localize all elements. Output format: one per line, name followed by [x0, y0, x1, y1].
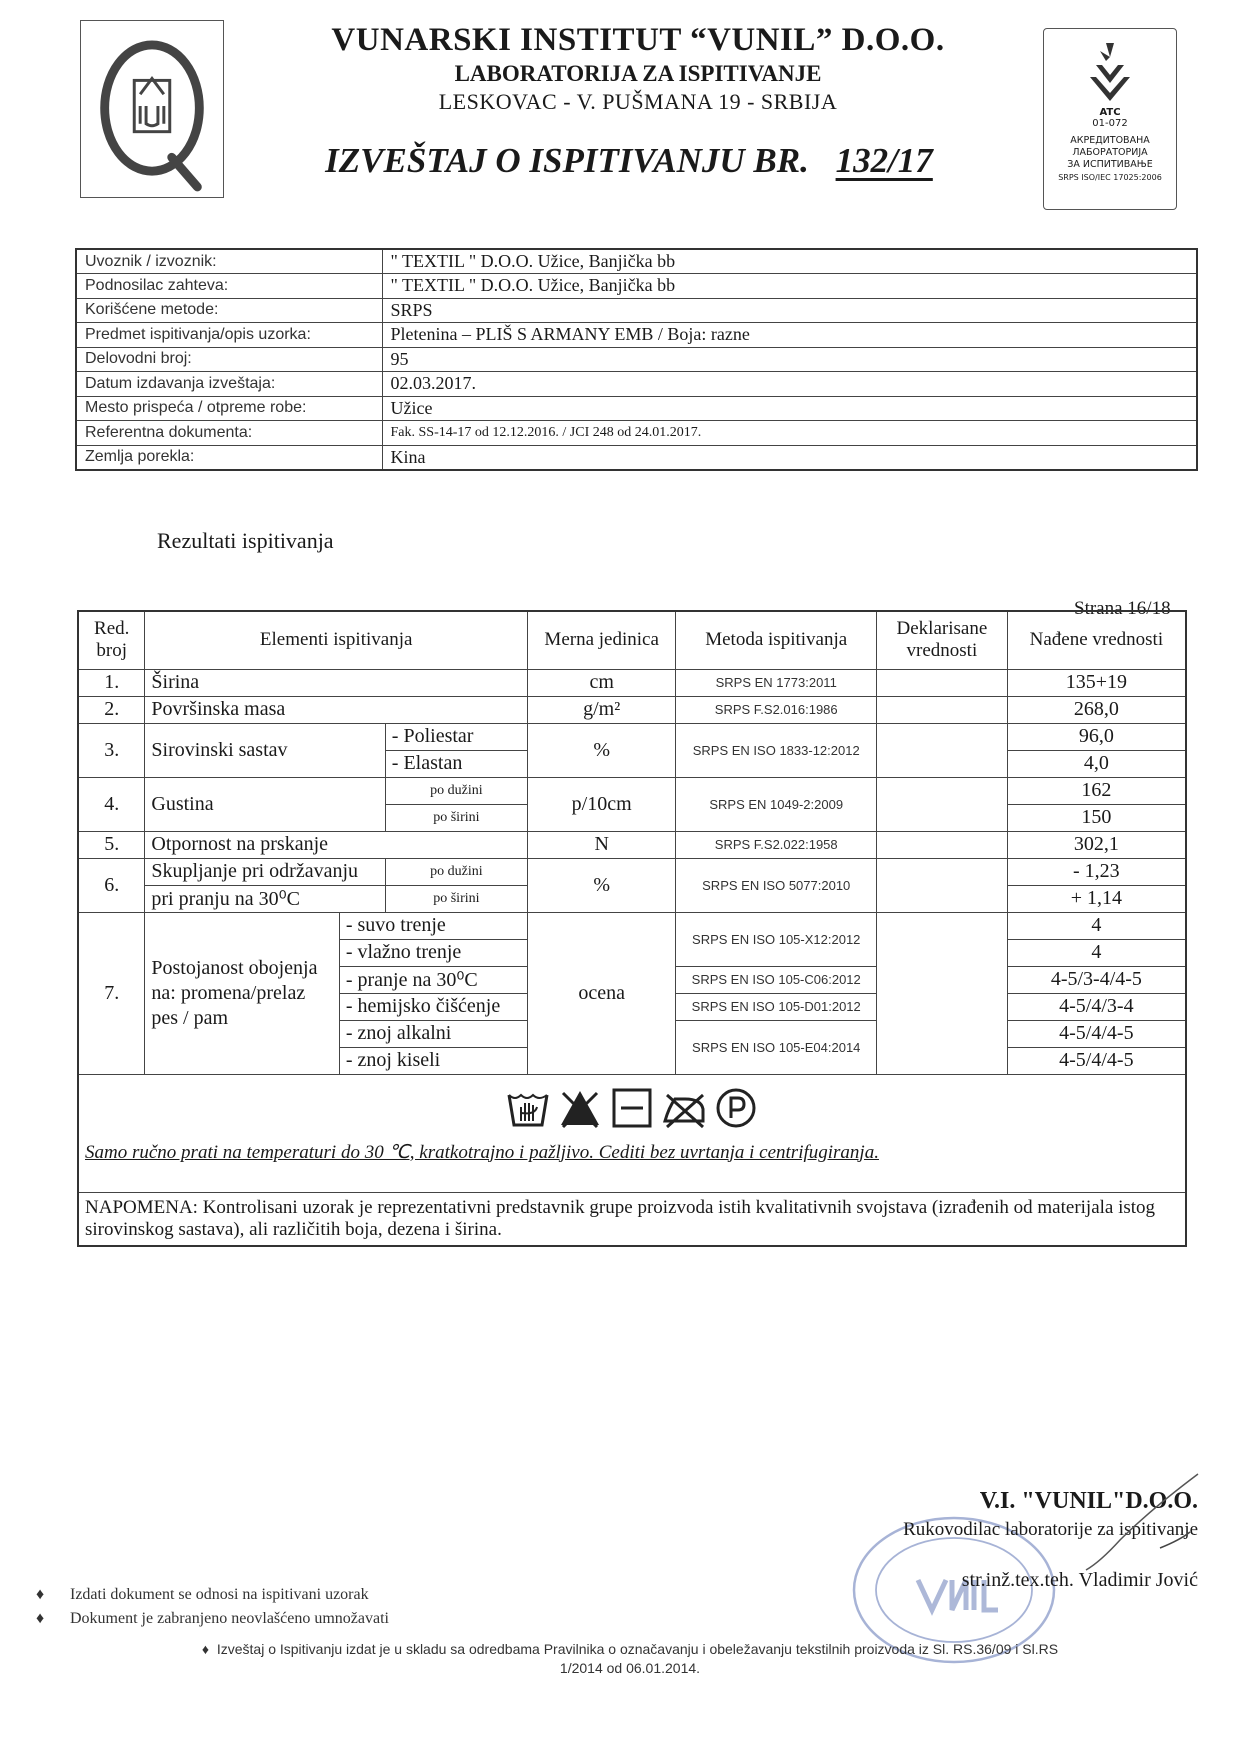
- row-value: 4: [1007, 939, 1186, 966]
- info-row: [76, 372, 1197, 397]
- row-value: 4-5/4/4-5: [1007, 1020, 1186, 1047]
- accreditation-standard: SRPS ISO/IEC 17025:2006: [1058, 173, 1162, 182]
- report-number: 132/17: [835, 141, 933, 180]
- bullet-icon: ♦: [201, 1641, 217, 1657]
- dry-clean-p-icon: [713, 1085, 759, 1131]
- accreditation-mark-icon: [1044, 37, 1176, 107]
- row-subelement: - znoj kiseli: [339, 1047, 527, 1074]
- report-title: [258, 141, 1018, 181]
- no-bleach-icon: [557, 1085, 603, 1131]
- row-method: SRPS F.S2.016:1986: [676, 696, 877, 723]
- row-unit: %: [527, 858, 675, 912]
- institute-name: VUNARSKI INSTITUT “VUNIL” D.O.O.: [331, 22, 945, 58]
- row-value: 135+19: [1007, 669, 1186, 696]
- accreditation-badge: [1043, 28, 1177, 210]
- info-value: 02.03.2017.: [382, 372, 1197, 397]
- row-value: - 1,23: [1007, 858, 1186, 885]
- info-value: " TEXTIL " D.O.O. Užice, Banjička bb: [382, 249, 1197, 274]
- row-subelement: po širini: [385, 804, 527, 831]
- note-text: NAPOMENA: Kontrolisani uzorak je reprezentativni predstavnik grupe proizvoda istih kvalitativnih svojstava (izrađenih od materijala istog sirovinskog sastava), ali različitih boja, dezena i širina.: [78, 1192, 1186, 1246]
- row-method: SRPS EN 1773:2011: [676, 669, 877, 696]
- row-declared: [877, 912, 1008, 1074]
- header-method: Metoda ispitivanja: [676, 611, 877, 669]
- hand-wash-icon: [505, 1085, 551, 1131]
- info-label: Predmet ispitivanja/opis uzorka:: [76, 323, 382, 348]
- info-label: Zemlja porekla:: [76, 445, 382, 470]
- info-row: [76, 347, 1197, 372]
- signature-name: str.inž.tex.teh. Vladimir Jović: [961, 1569, 1198, 1591]
- header-no: Red. broj: [78, 611, 145, 669]
- table-row: [78, 912, 1186, 939]
- row-method: SRPS EN ISO 105-X12:2012: [676, 912, 877, 966]
- row-no: 1.: [78, 669, 145, 696]
- info-row: [76, 396, 1197, 421]
- row-subelement: - pranje na 30⁰C: [339, 966, 527, 993]
- row-no: 4.: [78, 777, 145, 831]
- table-row: [78, 723, 1186, 750]
- info-value: Užice: [382, 396, 1197, 421]
- results-table: [77, 610, 1187, 1247]
- info-label: Referentna dokumenta:: [76, 421, 382, 446]
- row-subelement: - hemijsko čišćenje: [339, 993, 527, 1020]
- header-unit: Merna jedinica: [527, 611, 675, 669]
- row-value: 302,1: [1007, 831, 1186, 858]
- row-element: Postojanost obojenja na: promena/prelaz pes / pam: [145, 912, 339, 1074]
- care-cell: [78, 1074, 1186, 1192]
- info-row: [76, 445, 1197, 470]
- row-subelement: po dužini: [385, 858, 527, 885]
- info-label: Uvoznik / izvoznik:: [76, 249, 382, 274]
- regulation-footer: [200, 1640, 1060, 1678]
- accreditation-line-1: АКРЕДИТОВАНА: [1070, 135, 1150, 146]
- info-row: [76, 274, 1197, 299]
- care-instructions: Samo ručno prati na temperaturi do 30 ℃, kratkotrajno i pažljivo. Cediti bez uvrtanja i centrifugiranja.: [85, 1141, 879, 1163]
- sample-info-table: [75, 248, 1198, 471]
- bullet-item: [36, 1586, 369, 1604]
- bullet-icon: ♦: [36, 1586, 45, 1603]
- institute-logo: [80, 20, 224, 198]
- row-unit: ocena: [527, 912, 675, 1074]
- row-unit: %: [527, 723, 675, 777]
- row-method: SRPS F.S2.022:1958: [676, 831, 877, 858]
- table-row: [78, 669, 1186, 696]
- signature-title: Rukovodilac laboratorije za ispitivanje: [903, 1519, 1198, 1540]
- bullet-icon: ♦: [36, 1610, 45, 1627]
- footer-text: Izveštaj o Ispitivanju izdat je u skladu sa odredbama Pravilnika o označavanju i obeležavanju tekstilnih proizvoda iz Sl. RS.36/09 i Sl.RS 1/2014 od 06.01.2014.: [216, 1641, 1059, 1676]
- page-number: Strana 16/18: [1074, 598, 1171, 619]
- row-element: Skupljanje pri održavanju: [145, 858, 385, 885]
- row-no: 3.: [78, 723, 145, 777]
- row-unit: p/10cm: [527, 777, 675, 831]
- care-row: [78, 1074, 1186, 1192]
- row-value: 4,0: [1007, 750, 1186, 777]
- row-declared: [877, 777, 1008, 831]
- header-found: Nađene vrednosti: [1007, 611, 1186, 669]
- info-label: Podnosilac zahteva:: [76, 274, 382, 299]
- table-row: [78, 831, 1186, 858]
- row-unit: g/m²: [527, 696, 675, 723]
- row-subelement: - Poliestar: [385, 723, 527, 750]
- row-element: Površinska masa: [145, 696, 528, 723]
- row-subelement: po širini: [385, 885, 527, 912]
- report-header: [258, 22, 1018, 181]
- info-row: [76, 298, 1197, 323]
- row-no: 5.: [78, 831, 145, 858]
- row-no: 2.: [78, 696, 145, 723]
- row-unit: N: [527, 831, 675, 858]
- results-header-row: [78, 611, 1186, 669]
- info-label: Datum izdavanja izveštaja:: [76, 372, 382, 397]
- row-subelement: - suvo trenje: [339, 912, 527, 939]
- row-element: Širina: [145, 669, 528, 696]
- row-declared: [877, 696, 1008, 723]
- info-label: Delovodni broj:: [76, 347, 382, 372]
- row-value: 4-5/3-4/4-5: [1007, 966, 1186, 993]
- table-row: [78, 858, 1186, 885]
- row-no: 6.: [78, 858, 145, 912]
- accreditation-line-3: ЗА ИСПИТИВАЊЕ: [1067, 159, 1153, 170]
- handwritten-signature-icon: [1030, 1470, 1210, 1580]
- info-row: [76, 421, 1197, 446]
- laboratory-name: LABORATORIJA ZA ISPITIVANJE: [454, 61, 822, 86]
- info-value: Kina: [382, 445, 1197, 470]
- row-no: 7.: [78, 912, 145, 1074]
- row-element: pri pranju na 30⁰C: [145, 885, 385, 912]
- row-value: + 1,14: [1007, 885, 1186, 912]
- row-value: 4-5/4/4-5: [1007, 1047, 1186, 1074]
- bullet-text: Dokument je zabranjeno neovlašćeno umnožavati: [70, 1610, 389, 1627]
- info-label: Korišćene metode:: [76, 298, 382, 323]
- row-declared: [877, 858, 1008, 912]
- row-value: 4: [1007, 912, 1186, 939]
- bullet-item: [36, 1610, 389, 1628]
- row-subelement: - Elastan: [385, 750, 527, 777]
- report-title-prefix: IZVEŠTAJ O ISPITIVANJU BR.: [325, 141, 809, 180]
- row-method: SRPS EN ISO 105-D01:2012: [676, 993, 877, 1020]
- header-element: Elementi ispitivanja: [145, 611, 528, 669]
- row-method: SRPS EN ISO 1833-12:2012: [676, 723, 877, 777]
- accreditation-code: ATC: [1099, 107, 1121, 118]
- info-value: 95: [382, 347, 1197, 372]
- row-subelement: po dužini: [385, 777, 527, 804]
- row-declared: [877, 831, 1008, 858]
- note-row: [78, 1192, 1186, 1246]
- row-value: 4-5/4/3-4: [1007, 993, 1186, 1020]
- bullet-text: Izdati dokument se odnosi na ispitivani uzorak: [70, 1586, 369, 1603]
- row-method: SRPS EN ISO 5077:2010: [676, 858, 877, 912]
- info-value: Fak. SS-14-17 od 12.12.2016. / JCI 248 od 24.01.2017.: [382, 421, 1197, 446]
- row-element: Gustina: [145, 777, 385, 831]
- signature-org: V.I. "VUNIL"D.O.O.: [979, 1488, 1198, 1514]
- row-method: SRPS EN ISO 105-C06:2012: [676, 966, 877, 993]
- info-row: [76, 323, 1197, 348]
- header-declared: Deklarisane vrednosti: [877, 611, 1008, 669]
- row-unit: cm: [527, 669, 675, 696]
- info-value: SRPS: [382, 298, 1197, 323]
- row-value: 268,0: [1007, 696, 1186, 723]
- accreditation-number: 01-072: [1092, 118, 1128, 129]
- institute-address: LESKOVAC - V. PUŠMANA 19 - SRBIJA: [438, 89, 838, 114]
- info-row: [76, 249, 1197, 274]
- row-element: Sirovinski sastav: [145, 723, 385, 777]
- row-value: 96,0: [1007, 723, 1186, 750]
- table-row: [78, 777, 1186, 804]
- row-value: 162: [1007, 777, 1186, 804]
- row-value: 150: [1007, 804, 1186, 831]
- row-method: SRPS EN ISO 105-E04:2014: [676, 1020, 877, 1074]
- info-value: " TEXTIL " D.O.O. Užice, Banjička bb: [382, 274, 1197, 299]
- tumble-dry-icon: [609, 1085, 655, 1131]
- row-subelement: - znoj alkalni: [339, 1020, 527, 1047]
- row-declared: [877, 723, 1008, 777]
- info-value: Pletenina – PLIŠ S ARMANY EMB / Boja: razne: [382, 323, 1197, 348]
- no-iron-icon: [661, 1085, 707, 1131]
- row-method: SRPS EN 1049-2:2009: [676, 777, 877, 831]
- table-row: [78, 696, 1186, 723]
- row-subelement: - vlažno trenje: [339, 939, 527, 966]
- info-label: Mesto prispeća / otpreme robe:: [76, 396, 382, 421]
- care-symbols: [85, 1085, 1179, 1135]
- results-title: Rezultati ispitivanja: [157, 528, 334, 553]
- accreditation-line-2: ЛАБОРАТОРИЈА: [1072, 147, 1148, 158]
- row-element: Otpornost na prskanje: [145, 831, 528, 858]
- row-declared: [877, 669, 1008, 696]
